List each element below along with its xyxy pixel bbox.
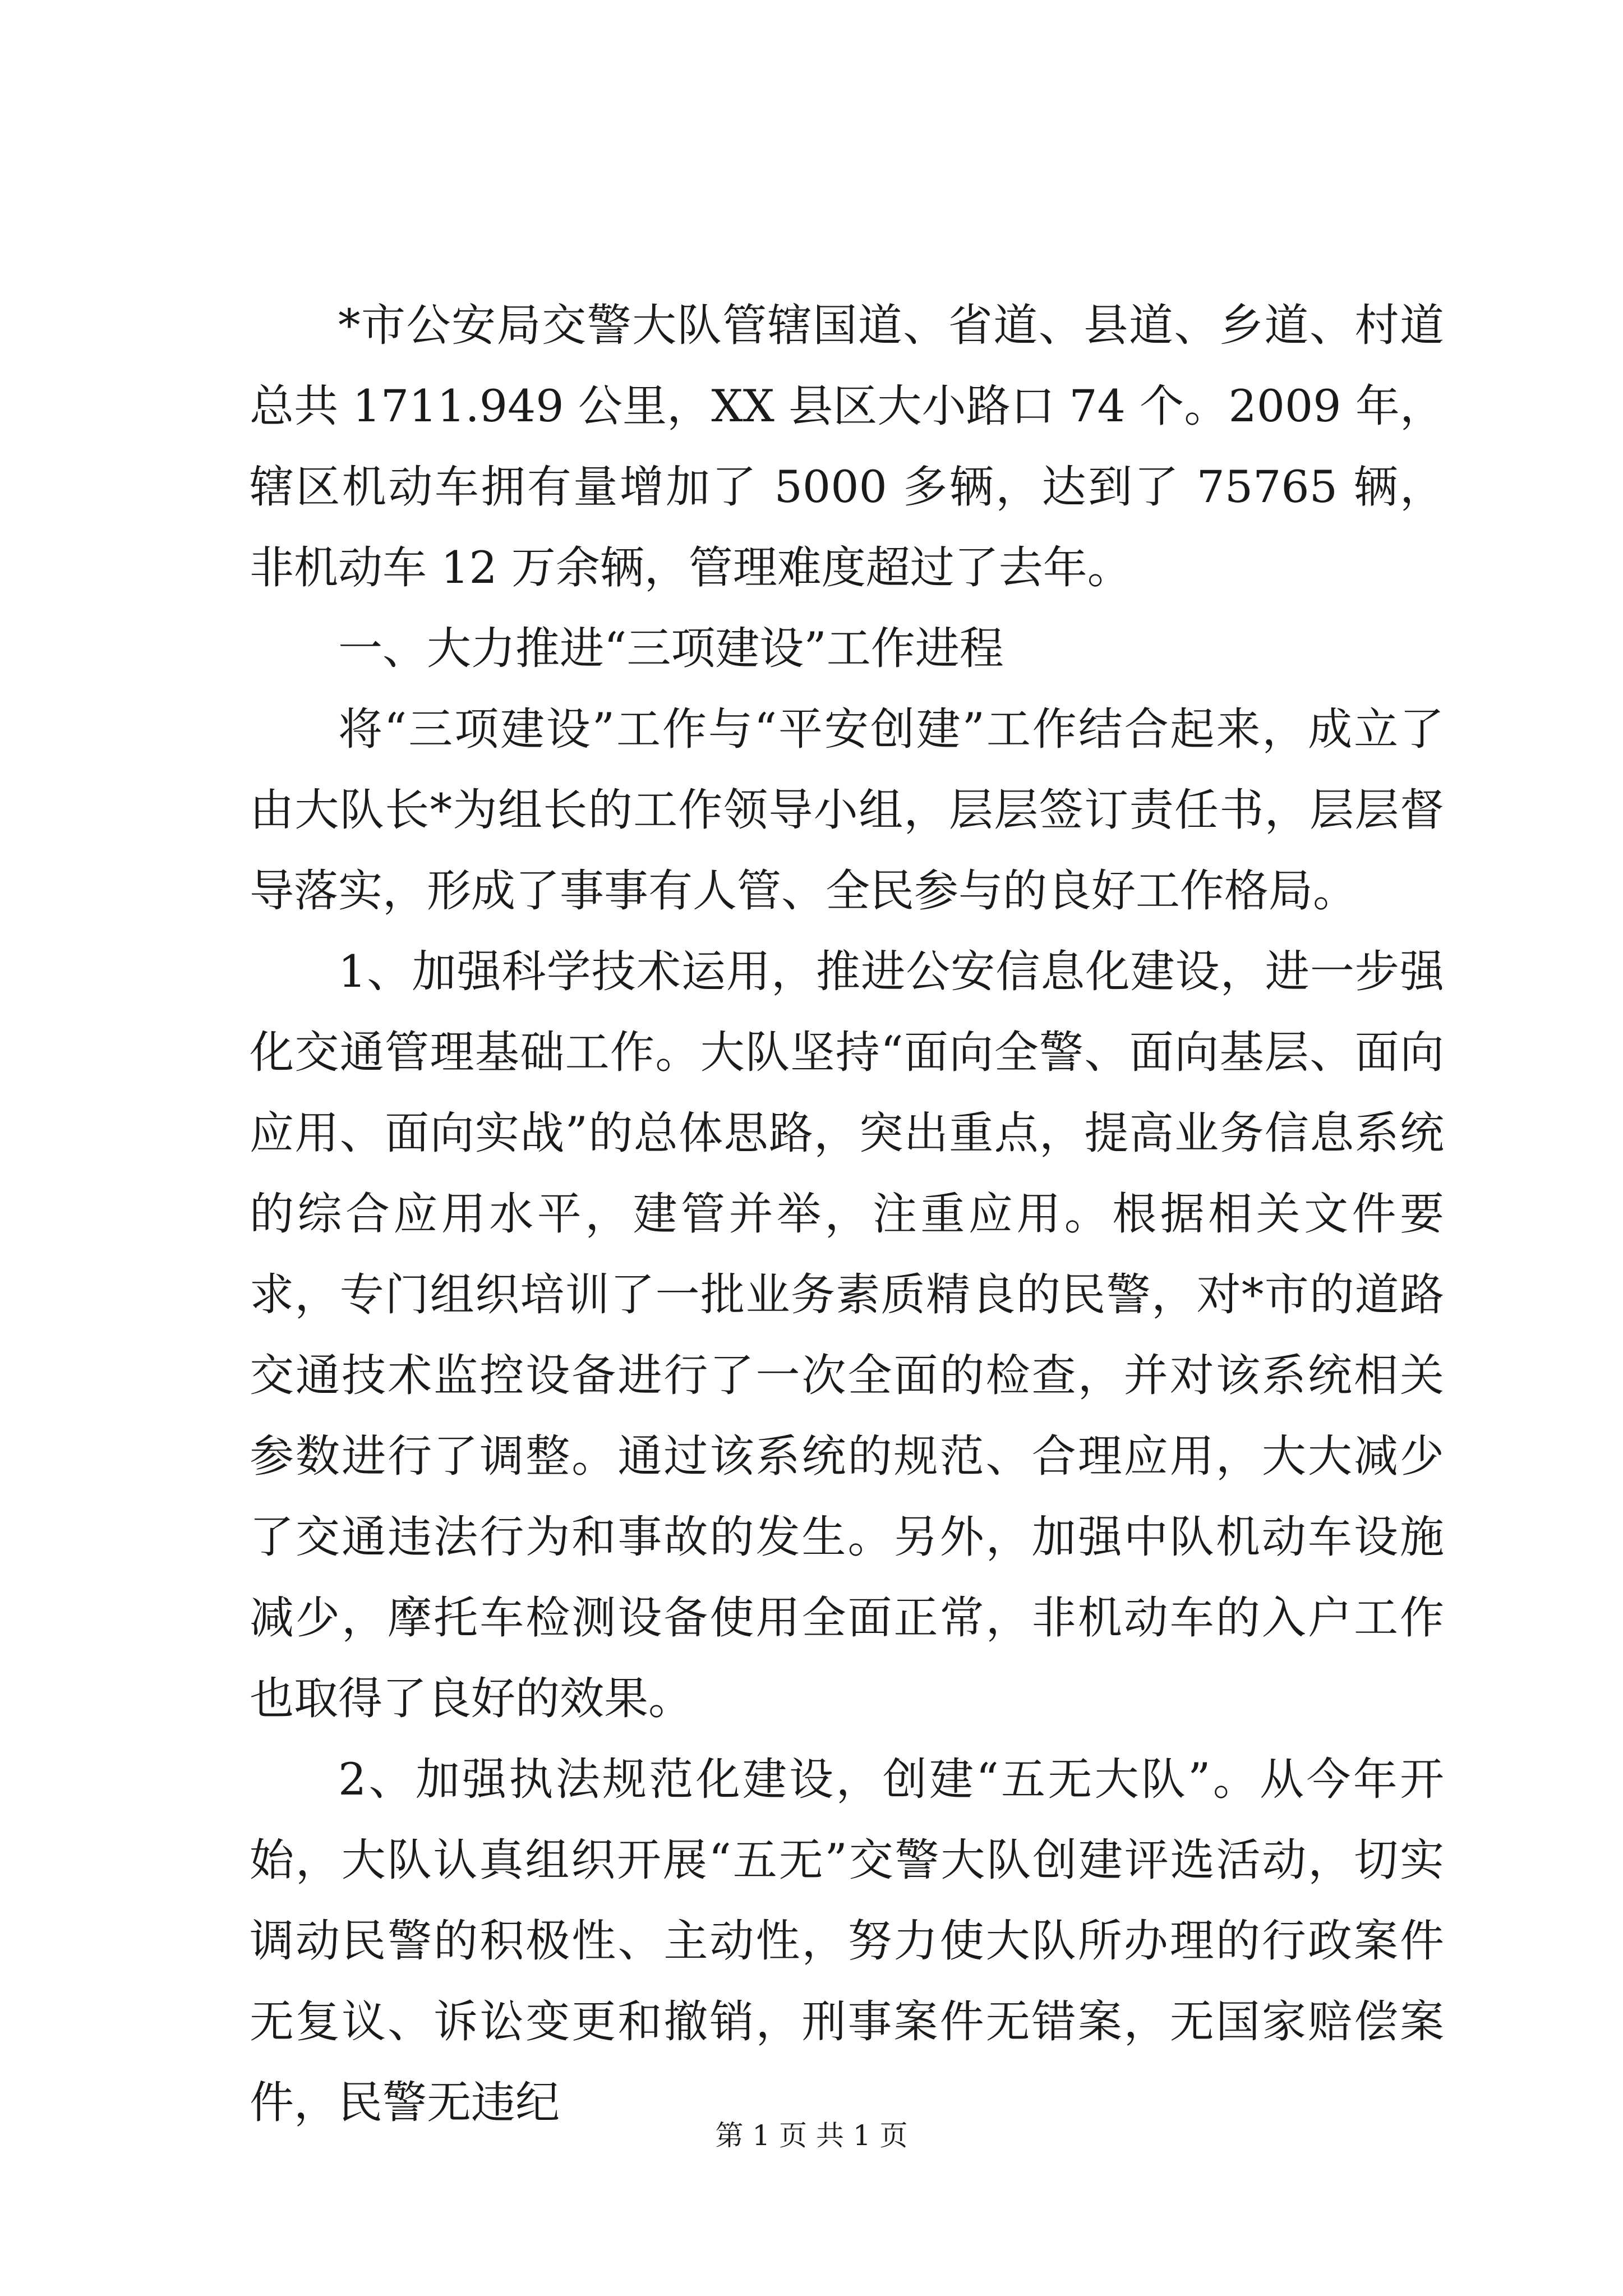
section-heading: 一、大力推进“三项建设”工作进程 [338,623,1004,674]
body-paragraph: 2、加强执法规范化建设，创建“五无大队”。从今年开始，大队认真组织开展“五无”交警大队创建评选活动，切实调动民警的积极性、主动性，努力使大队所办理的行政案件无复议、诉讼变更和撤销，刑事案件无错案，无国家赔偿案件，民警无违纪 [250,1754,1444,2128]
page-footer: 第 1 页 共 1 页 [715,2119,908,2152]
document-body [250,285,1444,2143]
body-paragraph: 将“三项建设”工作与“平安创建”工作结合起来，成立了由大队长*为组长的工作领导小组，层层签订责任书，层层督导落实，形成了事事有人管、全民参与的良好工作格局。 [250,703,1444,917]
body-paragraph: 1、加强科学技术运用，推进公安信息化建设，进一步强化交通管理基础工作。大队坚持“面向全警、面向基层、面向应用、面向实战”的总体思路，突出重点，提高业务信息系统的综合应用水平，建管并举，注重应用。根据相关文件要求，专门组织培训了一批业务素质精良的民警，对*市的道路交通技术监控设备进行了一次全面的检查，并对该系统相关参数进行了调整。通过该系统的规范、合理应用，大大减少了交通违法行为和事故的发生。另外，加强中队机动车设施减少，摩托车检测设备使用全面正常，非机动车的入户工作也取得了良好的效果。 [250,946,1444,1724]
intro-paragraph: *市公安局交警大队管辖国道、省道、县道、乡道、村道总共 1711.949 公里，XX 县区大小路口 74 个。2009 年，辖区机动车拥有量增加了 5000 多辆，达到了 75765 辆，非机动车 12 万余辆，管理难度超过了去年。 [250,300,1444,593]
